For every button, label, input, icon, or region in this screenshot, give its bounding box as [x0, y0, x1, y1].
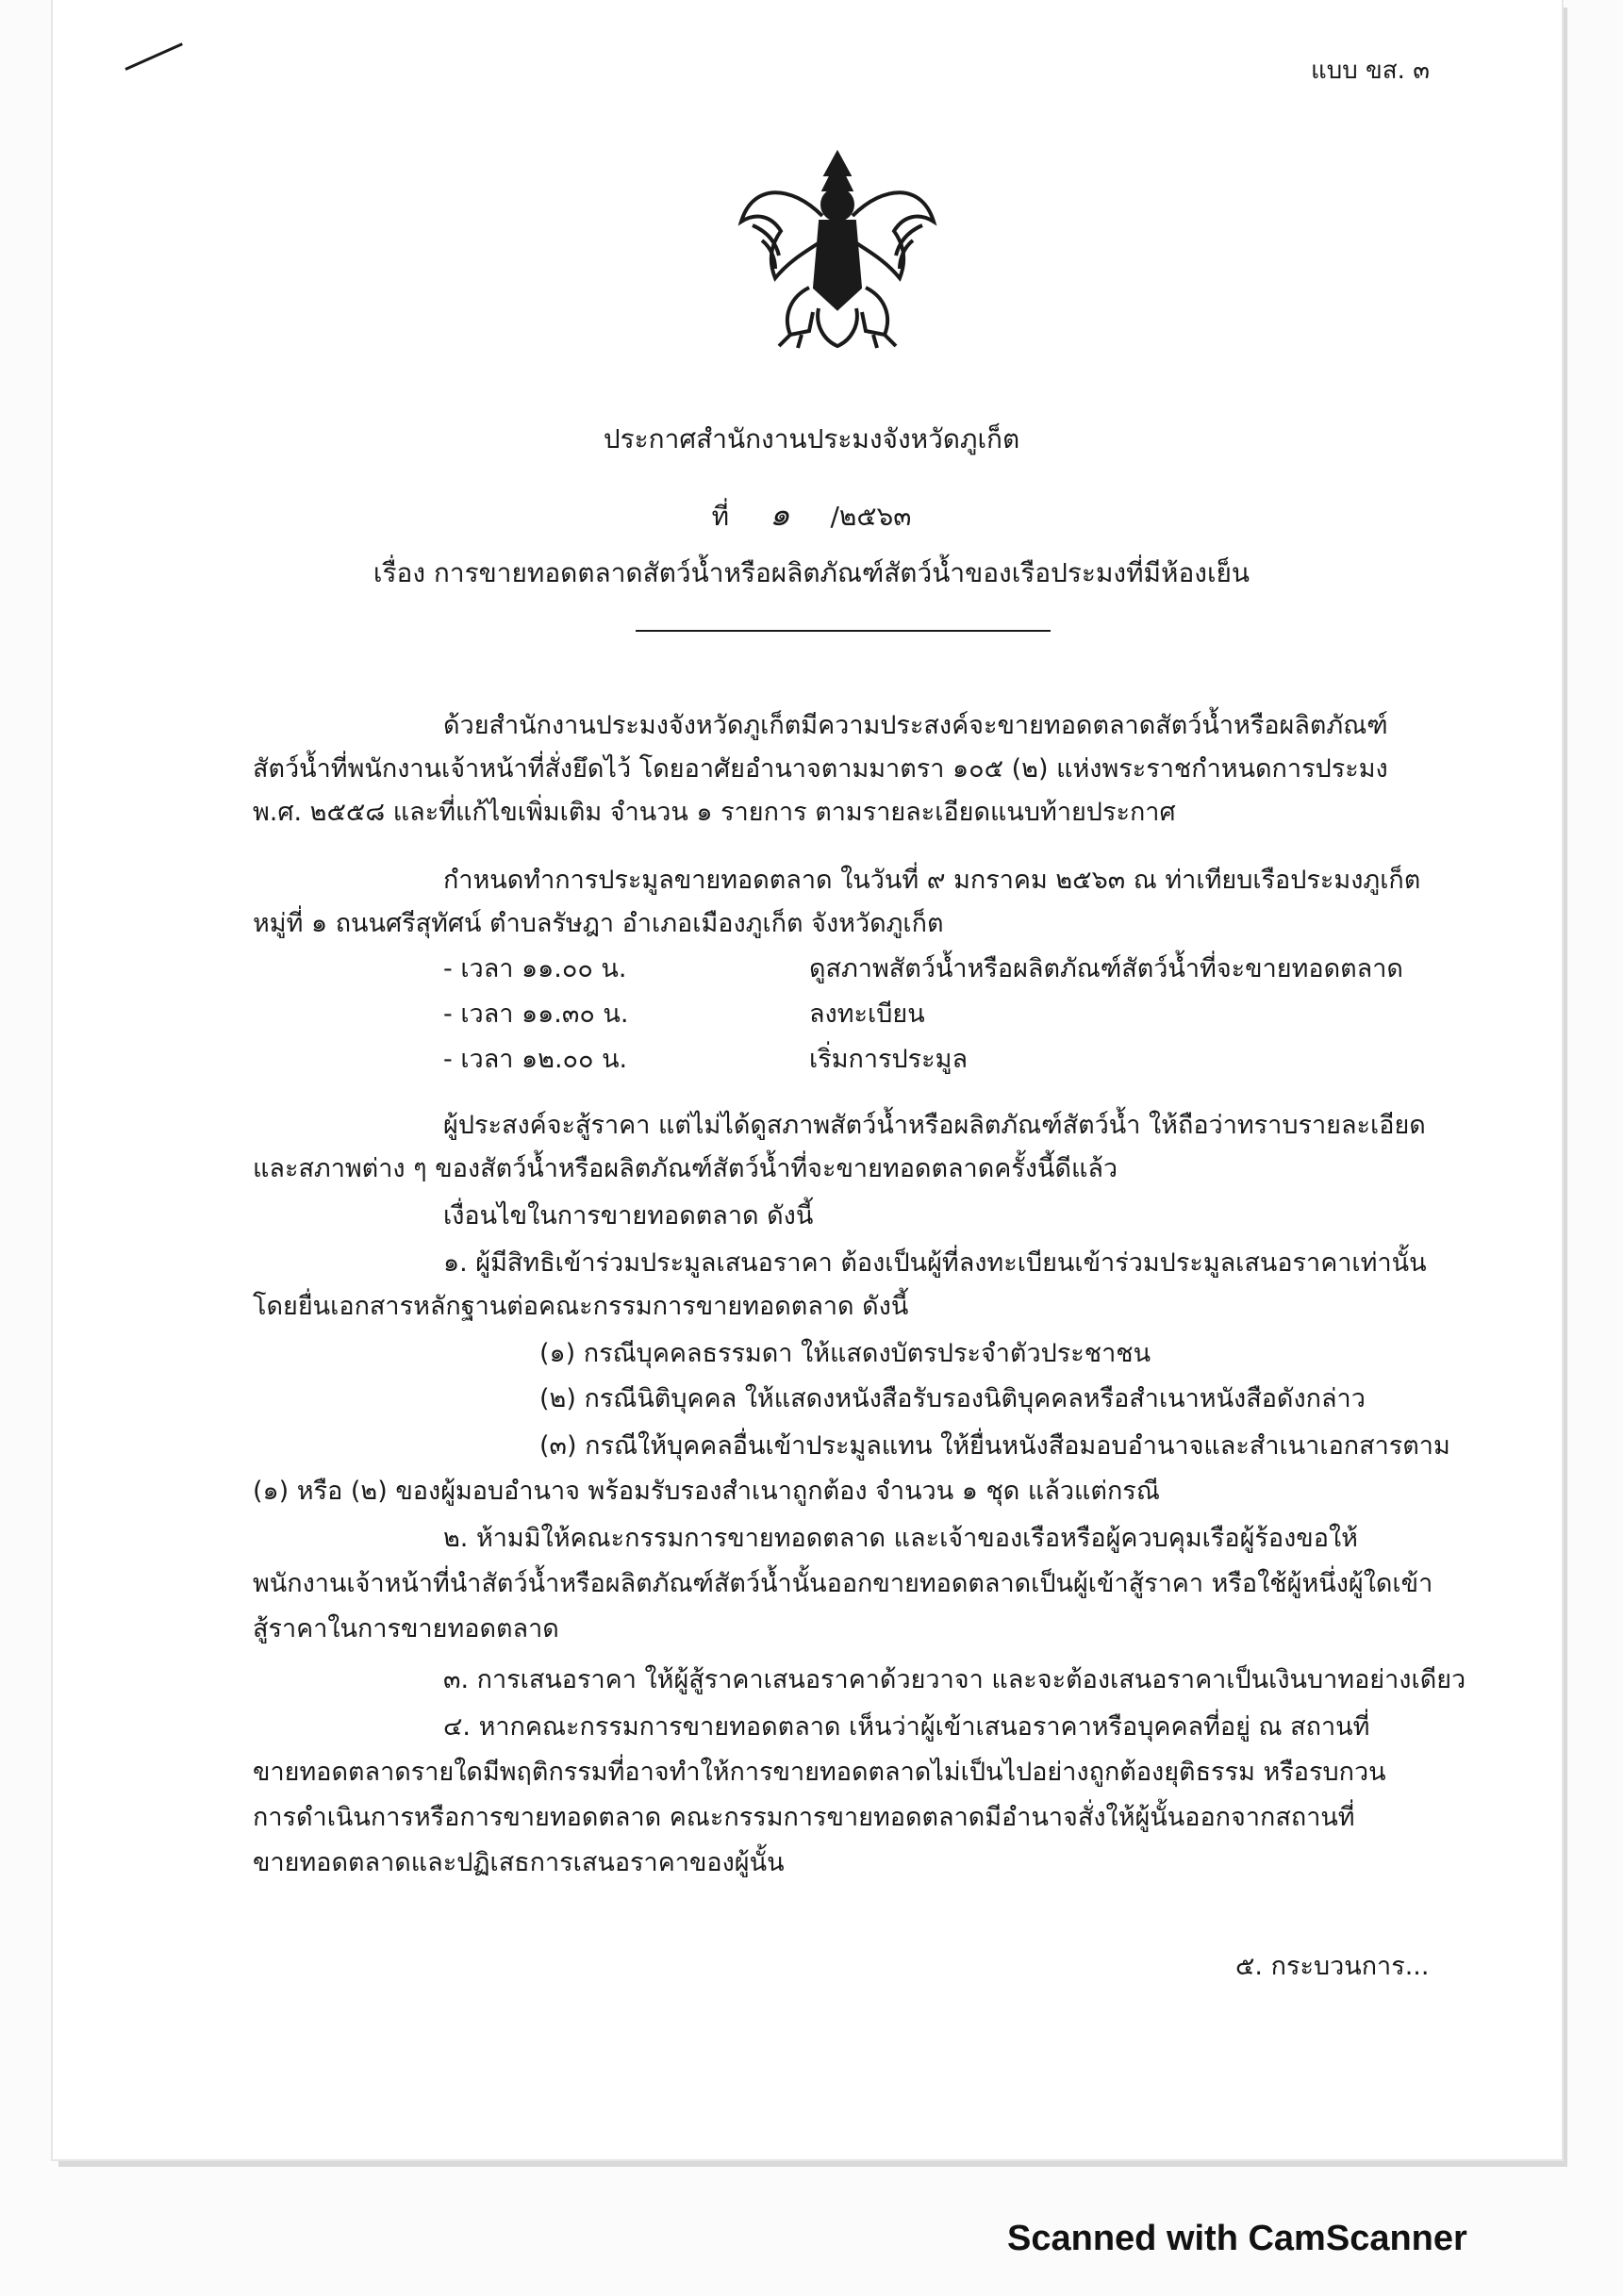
- intro-line: สัตว์น้ำที่พนักงานเจ้าหน้าที่สั่งยึดไว้ โดยอาศัยอำนาจตามมาตรา ๑๐๕ (๒) แห่งพระราชกำหนดการประมง: [253, 754, 1388, 784]
- condition-2-line: ๒. ห้ามมิให้คณะกรรมการขายทอดตลาด และเจ้าของเรือหรือผู้ควบคุมเรือผู้ร้องขอให้: [443, 1524, 1358, 1553]
- form-code: แบบ ขส. ๓: [1311, 57, 1430, 85]
- condition-1-line: ๑. ผู้มีสิทธิเข้าร่วมประมูลเสนอราคา ต้องเป็นผู้ที่ลงทะเบียนเข้าร่วมประมูลเสนอราคาเท่านั้น: [443, 1248, 1427, 1278]
- condition-4-line: ๔. หากคณะกรรมการขายทอดตลาด เห็นว่าผู้เข้าเสนอราคาหรือบุคคลที่อยู่ ณ สถานที่: [443, 1712, 1370, 1742]
- notice-line: และสภาพต่าง ๆ ของสัตว์น้ำหรือผลิตภัณฑ์สัตว์น้ำที่จะขายทอดตลาดครั้งนี้ดีแล้ว: [253, 1154, 1118, 1183]
- number-prefix: ที่: [711, 501, 730, 532]
- announcement-title: ประกาศสำนักงานประมงจังหวัดภูเก็ต: [603, 423, 1020, 454]
- title-divider: [636, 630, 1051, 632]
- schedule-activity: เริ่มการประมูล: [809, 1045, 969, 1074]
- announcement-subject: เรื่อง การขายทอดตลาดสัตว์น้ำหรือผลิตภัณฑ์สัตว์น้ำของเรือประมงที่มีห้องเย็น: [373, 557, 1250, 588]
- scanner-watermark: Scanned with CamScanner: [1007, 2219, 1467, 2258]
- garuda-emblem: [734, 146, 941, 354]
- schedule-activity: ดูสภาพสัตว์น้ำหรือผลิตภัณฑ์สัตว์น้ำที่จะขายทอดตลาด: [809, 954, 1403, 983]
- condition-1-continuation: (๑) หรือ (๒) ของผู้มอบอำนาจ พร้อมรับรองสำเนาถูกต้อง จำนวน ๑ ชุด แล้วแต่กรณี: [253, 1477, 1160, 1506]
- intro-line: พ.ศ. ๒๕๕๘ และที่แก้ไขเพิ่มเติม จำนวน ๑ รายการ ตามรายละเอียดแนบท้ายประกาศ: [253, 798, 1176, 827]
- conditions-heading: เงื่อนไขในการขายทอดตลาด ดังนี้: [443, 1201, 814, 1231]
- condition-1-subitem: (๓) กรณีให้บุคคลอื่นเข้าประมูลแทน ให้ยื่นหนังสือมอบอำนาจและสำเนาเอกสารตาม: [539, 1431, 1450, 1461]
- condition-1-subitem: (๒) กรณีนิติบุคคล ให้แสดงหนังสือรับรองนิติบุคคลหรือสำเนาหนังสือดังกล่าว: [539, 1384, 1366, 1413]
- condition-4-line: การดำเนินการหรือการขายทอดตลาด คณะกรรมการขายทอดตลาดมีอำนาจสั่งให้ผู้นั้นออกจากสถานที่: [253, 1803, 1355, 1832]
- number-handwritten: ๑: [769, 496, 790, 534]
- continuation-marker: ๕. กระบวนการ...: [1235, 1952, 1430, 1981]
- condition-2-line: สู้ราคาในการขายทอดตลาด: [253, 1614, 559, 1644]
- schedule-time: - เวลา ๑๒.๐๐ น.: [443, 1045, 628, 1074]
- schedule-intro-line: หมู่ที่ ๑ ถนนศรีสุทัศน์ ตำบลรัษฎา อำเภอเมืองภูเก็ต จังหวัดภูเก็ต: [253, 909, 944, 938]
- condition-1-subitem: (๑) กรณีบุคคลธรรมดา ให้แสดงบัตรประจำตัวประชาชน: [539, 1339, 1151, 1368]
- announcement-number: [0, 488, 1623, 539]
- schedule-activity: ลงทะเบียน: [809, 999, 925, 1029]
- schedule-time: - เวลา ๑๑.๐๐ น.: [443, 954, 627, 983]
- intro-line: ด้วยสำนักงานประมงจังหวัดภูเก็ตมีความประสงค์จะขายทอดตลาดสัตว์น้ำหรือผลิตภัณฑ์: [443, 711, 1388, 740]
- condition-1-line: โดยยื่นเอกสารหลักฐานต่อคณะกรรมการขายทอดตลาด ดังนี้: [253, 1292, 909, 1321]
- notice-line: ผู้ประสงค์จะสู้ราคา แต่ไม่ได้ดูสภาพสัตว์น้ำหรือผลิตภัณฑ์สัตว์น้ำ ให้ถือว่าทราบรายละเอียด: [443, 1111, 1426, 1140]
- schedule-intro-line: กำหนดทำการประมูลขายทอดตลาด ในวันที่ ๙ มกราคม ๒๕๖๓ ณ ท่าเทียบเรือประมงภูเก็ต: [443, 866, 1421, 895]
- number-suffix: /๒๕๖๓: [830, 501, 912, 532]
- condition-3-line: ๓. การเสนอราคา ให้ผู้สู้ราคาเสนอราคาด้วยวาจา และจะต้องเสนอราคาเป็นเงินบาทอย่างเดียว: [443, 1665, 1466, 1694]
- condition-2-line: พนักงานเจ้าหน้าที่นำสัตว์น้ำหรือผลิตภัณฑ์สัตว์น้ำนั้นออกขายทอดตลาดเป็นผู้เข้าสู้ราคา หรือใช้ผู้หนึ่งผู้ใดเข้า: [253, 1569, 1433, 1598]
- condition-4-line: ขายทอดตลาดและปฏิเสธการเสนอราคาของผู้นั้น: [253, 1848, 785, 1877]
- condition-4-line: ขายทอดตลาดรายใดมีพฤติกรรมที่อาจทำให้การขายทอดตลาดไม่เป็นไปอย่างถูกต้องยุติธรรม หรือรบกวน: [253, 1758, 1386, 1787]
- schedule-time: - เวลา ๑๑.๓๐ น.: [443, 999, 629, 1029]
